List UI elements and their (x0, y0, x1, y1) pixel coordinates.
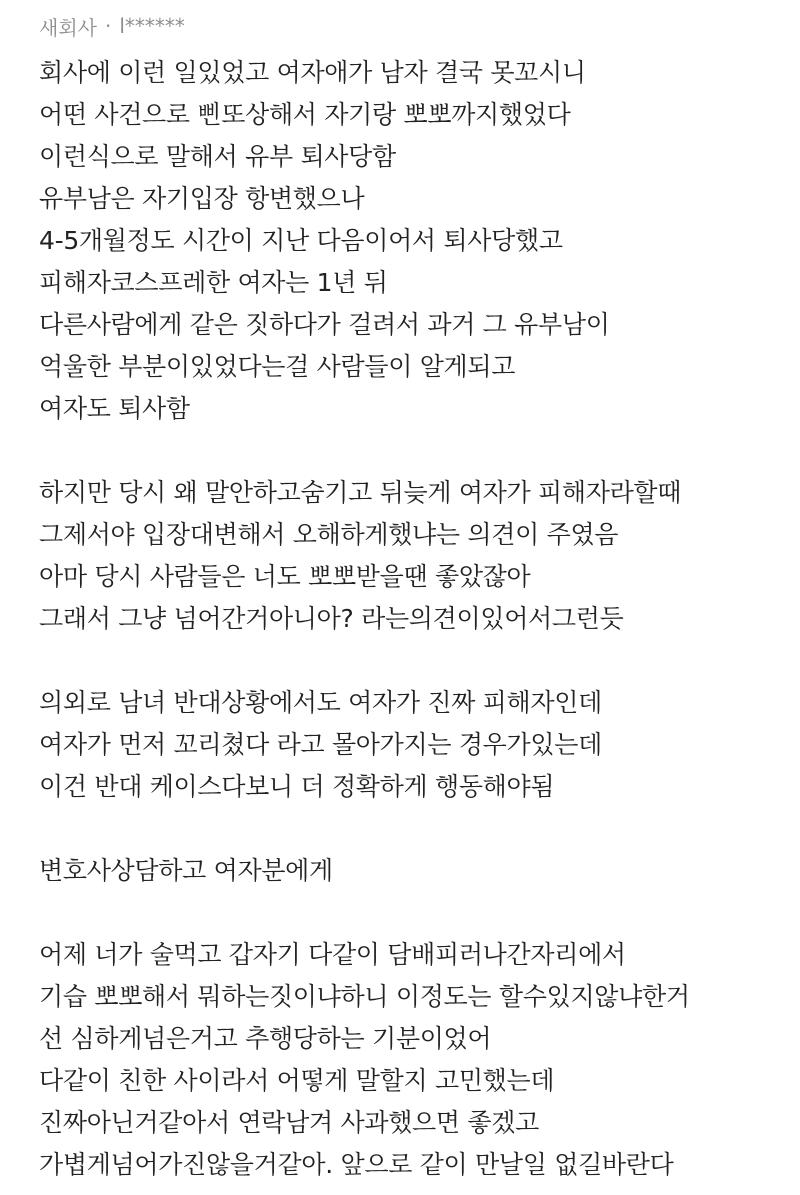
body-text-line: 그래서 그냥 넘어간거아니아? 라는의견이있어서그런듯 (39, 604, 624, 633)
body-text-line: 피해자코스프레한 여자는 1년 뒤 (39, 268, 388, 297)
paragraph (39, 934, 779, 1186)
paragraph (39, 682, 779, 808)
body-text-line: 하지만 당시 왜 말안하고숨기고 뒤늦게 여자가 피해자라할때 (39, 478, 682, 507)
paragraph-gap (39, 640, 779, 682)
paragraph (39, 52, 779, 430)
body-text-line: 다같이 친한 사이라서 어떻게 말할지 고민했는데 (39, 1066, 555, 1095)
meta-separator: · (104, 14, 112, 38)
body-text-line: 유부남은 자기입장 항변했으나 (39, 184, 365, 213)
body-text-line: 기습 뽀뽀해서 뭐하는짓이냐하니 이정도는 할수있지않냐한거 (39, 982, 690, 1011)
body-text-line: 그제서야 입장대변해서 오해하게했냐는 의견이 주였음 (39, 520, 619, 549)
body-text-line: 진짜아닌거같아서 연락남겨 사과했으면 좋겠고 (39, 1108, 539, 1137)
paragraph (39, 472, 779, 640)
body-text-line: 선 심하게넘은거고 추행당하는 기분이었어 (39, 1024, 492, 1053)
body-text-line: 이건 반대 케이스다보니 더 정확하게 행동해야됨 (39, 772, 555, 801)
post (39, 0, 779, 1186)
post-body (39, 52, 779, 1186)
paragraph (39, 850, 779, 892)
body-text-line: 어떤 사건으로 삔또상해서 자기랑 뽀뽀까지했었다 (39, 100, 571, 129)
author-name[interactable]: l****** (119, 14, 185, 38)
body-text-line: 아마 당시 사람들은 너도 뽀뽀받을땐 좋았잖아 (39, 562, 531, 591)
body-text-line: 다른사람에게 같은 짓하다가 걸려서 과거 그 유부남이 (39, 310, 610, 339)
company-name[interactable]: 새회사 (39, 15, 97, 40)
body-text-line: 가볍게넘어가진않을거같아. 앞으로 같이 만날일 없길바란다 (39, 1150, 674, 1179)
post-meta (39, 0, 779, 52)
body-text-line: 이런식으로 말해서 유부 퇴사당함 (39, 142, 396, 171)
body-text-line: 4-5개월정도 시간이 지난 다음이어서 퇴사당했고 (39, 226, 563, 255)
body-text-line: 억울한 부분이있었다는걸 사람들이 알게되고 (39, 352, 516, 381)
paragraph-gap (39, 892, 779, 934)
body-text-line: 회사에 이런 일있었고 여자애가 남자 결국 못꼬시니 (39, 58, 586, 87)
paragraph-gap (39, 808, 779, 850)
body-text-line: 의외로 남녀 반대상황에서도 여자가 진짜 피해자인데 (39, 688, 602, 717)
body-text-line: 변호사상담하고 여자분에게 (39, 856, 333, 885)
body-text-line: 여자가 먼저 꼬리쳤다 라고 몰아가지는 경우가있는데 (39, 730, 602, 759)
body-text-line: 여자도 퇴사함 (39, 394, 190, 423)
paragraph-gap (39, 430, 779, 472)
body-text-line: 어제 너가 술먹고 갑자기 다같이 담배피러나간자리에서 (39, 940, 626, 969)
